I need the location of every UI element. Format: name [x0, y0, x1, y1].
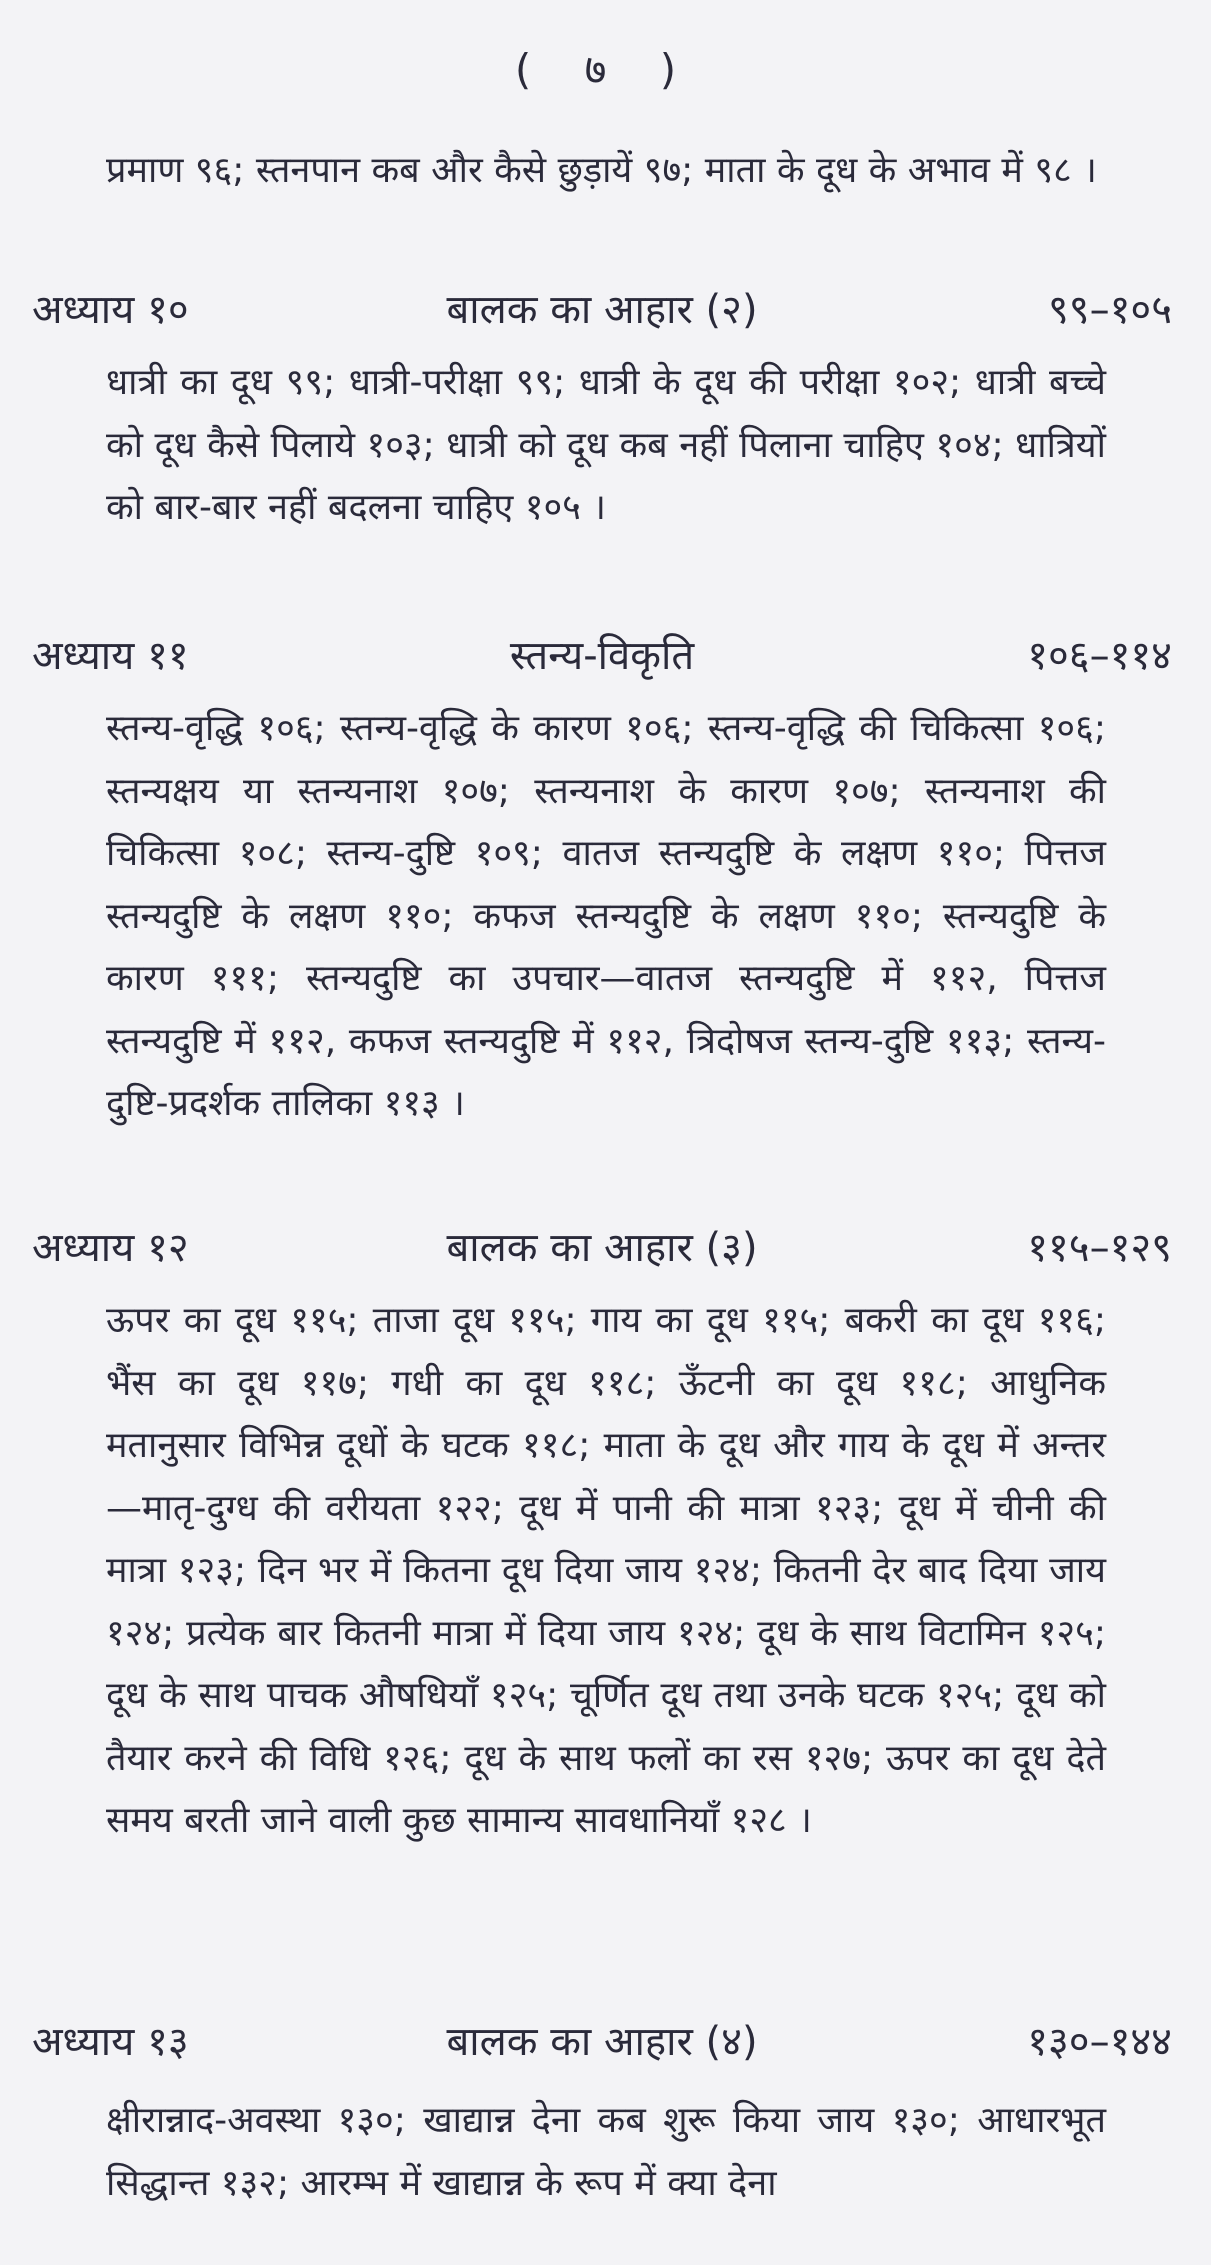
chapter-heading-11 [32, 624, 1172, 688]
chapter-label: अध्याय ११ [32, 633, 189, 679]
chapter-label: अध्याय १० [32, 287, 189, 333]
page-number: ( ७ ) [514, 45, 697, 94]
chapter-heading-10 [32, 278, 1172, 342]
chapter-heading-12 [32, 1216, 1172, 1280]
chapter-title: स्तन्य-विकृति [509, 633, 695, 679]
chapter-label: अध्याय १२ [32, 1225, 189, 1271]
chapter-body-11: स्तन्य-वृद्धि १०६; स्तन्य-वृद्धि के कारण १०६; स्तन्य-वृद्धि की चिकित्सा १०६; स्तन्यक्षय या स्तन्यनाश १०७; स्तन्यनाश के कारण १०७; स्तन्यनाश की चिकित्सा १०८; स्तन्य-दुष्टि १०९; वातज स्तन्यदुष्टि के लक्षण ११०; पित्तज स्तन्यदुष्टि के लक्षण ११०; कफज स्तन्यदुष्टि के लक्षण ११०; स्तन्यदुष्टि के कारण १११; स्तन्यदुष्टि का उपचार—वातज स्तन्यदुष्टि में ११२, पित्तज स्तन्यदुष्टि में ११२, कफज स्तन्यदुष्टि में ११२, त्रिदोषज स्तन्य-दुष्टि ११३; स्तन्य-दुष्टि-प्रदर्शक तालिका ११३ । [106, 708, 1106, 1124]
chapter-page-range: १३०–१४४ [1027, 2019, 1172, 2065]
chapter-title: बालक का आहार (२) [446, 287, 758, 333]
chapter-title: बालक का आहार (४) [446, 2019, 758, 2065]
chapter-label: अध्याय १३ [32, 2019, 189, 2065]
chapter-page-range: ९९–१०५ [1048, 287, 1172, 333]
chapter-body-10: धात्री का दूध ९९; धात्री-परीक्षा ९९; धात्री के दूध की परीक्षा १०२; धात्री बच्चे को दूध कैसे पिलाये १०३; धात्री को दूध कब नहीं पिलाना चाहिए १०४; धात्रियों को बार-बार नहीं बदलना चाहिए १०५ । [106, 362, 1106, 528]
chapter-body-13: क्षीरान्नाद-अवस्था १३०; खाद्यान्न देना कब शुरू किया जाय १३०; आधारभूत सिद्धान्त १३२; आरम्भ में खाद्यान्न के रूप में क्या देना [106, 2100, 1106, 2204]
chapter-page-range: १०६–११४ [1027, 633, 1172, 679]
intro-paragraph: प्रमाण ९६; स्तनपान कब और कैसे छुड़ायें ९७; माता के दूध के अभाव में ९८ । [106, 150, 1097, 191]
chapter-page-range: ११५–१२९ [1027, 1225, 1172, 1271]
chapter-body-12: ऊपर का दूध ११५; ताजा दूध ११५; गाय का दूध ११५; बकरी का दूध ११६; भैंस का दूध ११७; गधी का दूध ११८; ऊँटनी का दूध ११८; आधुनिक मतानुसार विभिन्न दूधों के घटक ११८; माता के दूध और गाय के दूध में अन्तर—मातृ-दुग्ध की वरीयता १२२; दूध में पानी की मात्रा १२३; दूध में चीनी की मात्रा १२३; दिन भर में कितना दूध दिया जाय १२४; कितनी देर बाद दिया जाय १२४; प्रत्येक बार कितनी मात्रा में दिया जाय १२४; दूध के साथ विटामिन १२५; दूध के साथ पाचक औषधियाँ १२५; चूर्णित दूध तथा उनके घटक १२५; दूध को तैयार करने की विधि १२६; दूध के साथ फलों का रस १२७; ऊपर का दूध देते समय बरती जाने वाली कुछ सामान्य सावधानियाँ १२८ । [106, 1300, 1106, 1841]
chapter-title: बालक का आहार (३) [446, 1225, 758, 1271]
chapter-heading-13 [32, 2010, 1172, 2074]
